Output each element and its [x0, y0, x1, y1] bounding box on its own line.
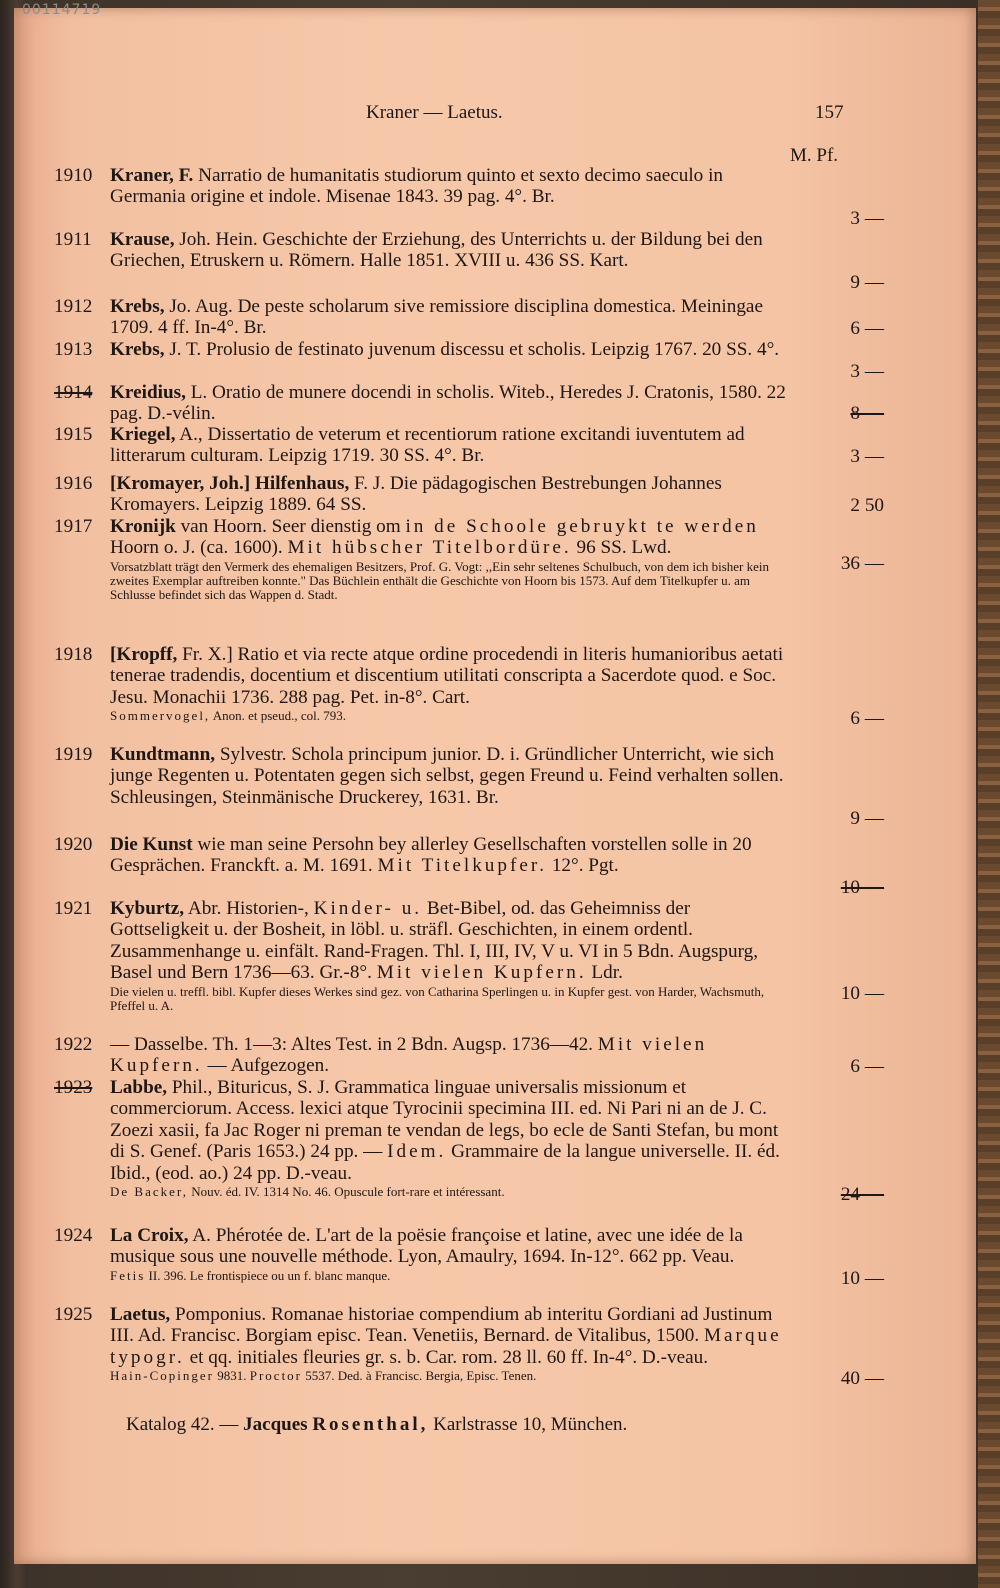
note-text: Anon. et pseud., col. 793.	[210, 708, 346, 724]
entry-description: A., Dissertatio de veterum et recentiorum ratione excitandi iuventutem ad litterarum culturam. Leipzig 1719. 30 SS. 4°. Br.	[110, 424, 745, 467]
entry-author: Kriegel,	[110, 424, 176, 445]
entry-author: [Kromayer, Joh.] Hilfenhaus,	[110, 473, 350, 494]
entry-description: Fr. X.] Ratio et via recte atque ordine procedendi in literis humanioribus aetati tenerae tradendis, docentium et discentium utilitati conscripta a Sacerdote quod. e Soc. Jesu. Monachii 1736. 288 pag. Pet. in-8°. Cart.	[110, 644, 784, 708]
entry-price: 9 —	[850, 808, 884, 829]
spaced-phrase: in de Schoole gebruykt te werden	[405, 516, 759, 537]
entry-number: 1921	[54, 898, 93, 919]
entry-text	[110, 834, 786, 877]
entry-description: Phil., Bituricus, S. J. Grammatica linguae universalis missionum et commerciorum. Access. lexici atque Tyrocinii specimina III. ed. Ni Pari ni an de J. C. Zoezi xasii, fa Jac Roger ni preman te vendan de legs, bo ecle de Santi Stefan, bu mont di S. Genef. (Paris 1653.) 24 pp. —	[110, 1077, 779, 1163]
spaced-phrase: Mit hübscher Titelbordüre.	[287, 537, 572, 559]
entry-text	[110, 424, 786, 467]
entry-number: 1914	[54, 382, 93, 403]
entry-description: Jo. Aug. De peste scholarum sive remissiore disciplina domestica. Meiningae 1709. 4 ff. In-4°. Br.	[110, 296, 763, 339]
currency-column-header: M. Pf.	[790, 145, 839, 166]
entry-number: 1915	[54, 424, 93, 445]
entry-text	[110, 644, 786, 723]
footer-address: Karlstrasse 10, München.	[428, 1414, 628, 1435]
entry-author: La Croix,	[110, 1225, 189, 1246]
entry-number: 1912	[54, 296, 93, 317]
entry-author: Krebs,	[110, 296, 165, 317]
entry-author: Kyburtz,	[110, 898, 185, 919]
entry-description: et qq. initiales fleuries gr. s. b. Car. rom. 28 ll. 60 ff. In-4°. D.-veau.	[184, 1346, 708, 1368]
entry-description: Joh. Hein. Geschichte der Erziehung, des Unterrichts u. der Bildung bei den Griechen, Etruskern u. Römern. Halle 1851. XVIII u. 436 SS. Kart.	[110, 229, 763, 272]
entry-note	[110, 1269, 786, 1283]
entry-number: 1916	[54, 473, 93, 494]
entry-description: Bet-Bibel, od. das Geheimniss der Gottseligkeit u. der Bosheit, in löbl. u. sträfl. Geschichten, in einem ordentl. Zusammenhange u. einfält. Rand-Fragen. Thl. I, III, IV, V u. VI in 5 Bdn. Augspurg, Basel und Bern 1736—63. Gr.-8°.	[110, 898, 759, 984]
entry-author: Krebs,	[110, 339, 165, 360]
entry-author: Kraner, F.	[110, 165, 194, 186]
spaced-phrase: Kinder- u.	[313, 898, 423, 919]
note-text: II. 396. Le frontispiece ou un f. blanc manque.	[145, 1267, 391, 1283]
entry-description: van Hoorn. Seer dienstig om	[175, 516, 406, 537]
entry-description: Narratio de humanitatis studiorum quinto et sexto decimo saeculo in Germania origine et indole. Misenae 1843. 39 pag. 4°. Br.	[110, 165, 723, 208]
entry-note	[110, 709, 786, 723]
entry-description: Pomponius. Romanae historiae compendium ab interitu Gordiani ad Justinum III. Ad. Francisc. Borgiam episc. Tean. Venetiis, Bernard. de Vitalibus, 1500.	[110, 1304, 773, 1347]
entry-text	[110, 1077, 786, 1199]
entry-number: 1924	[54, 1225, 93, 1246]
note-source: Proctor	[249, 1368, 303, 1384]
entry-author: [Kropff,	[110, 644, 178, 665]
entry-price: 6 —	[850, 318, 884, 339]
entry-text	[110, 1225, 786, 1283]
running-title: Kraner — Laetus.	[366, 102, 503, 123]
spaced-phrase: Mit vielen Kupfern.	[110, 1034, 708, 1077]
entry-number: 1918	[54, 644, 93, 665]
entry-text	[110, 744, 786, 808]
entry-description: — Aufgezogen.	[202, 1055, 330, 1077]
entry-price: 3 —	[850, 208, 884, 229]
entry-description: wie man seine Persohn bey allerley Gesellschaften vorstellen solle in 20 Gesprächen. Franckft. a. M. 1691.	[110, 834, 752, 877]
entry-price: 9 —	[850, 272, 884, 293]
entry-author: Kronijk	[110, 516, 176, 537]
note-text: Nouv. éd. IV. 1314 No. 46. Opuscule fort-rare et intéressant.	[187, 1184, 505, 1200]
page-edge	[978, 0, 1000, 1588]
entry-number: 1925	[54, 1304, 93, 1325]
entry-text	[110, 165, 786, 208]
entry-description: Sylvestr. Schola principum junior. D. i. Gründlicher Unterricht, wie sich junge Regenten u. Potentaten gegen sich selbst, gegen Freund u. Feind verhalten sollen. Schleusingen, Steinmänische Druckerey, 1631. Br.	[110, 744, 784, 808]
entry-author: Laetus,	[110, 1304, 171, 1325]
entry-number: 1911	[54, 229, 92, 250]
entry-price: 10 —	[840, 983, 884, 1004]
entry-description: F. J. Die pädagogischen Bestrebungen Johannes Kromayers. Leipzig 1889. 64 SS.	[110, 473, 722, 516]
footer-prefix: Katalog 42. —	[126, 1414, 244, 1435]
entry-price: 3 —	[850, 446, 884, 467]
note-source: Hain-Copinger	[110, 1368, 214, 1384]
scan-id-label: 00114719	[22, 2, 102, 18]
entry-description: Abr. Historien-,	[184, 898, 314, 919]
entry-description: — Dasselbe. Th. 1—3: Altes Test. in 2 Bdn. Augsp. 1736—42.	[110, 1034, 598, 1055]
entry-author: Labbe,	[110, 1077, 168, 1098]
spaced-phrase: Idem.	[387, 1141, 447, 1163]
entry-price: 6 —	[850, 708, 884, 729]
entry-text	[110, 339, 786, 360]
entry-number: 1923	[54, 1077, 93, 1098]
entry-description: Hoorn o. J. (ca. 1600).	[110, 537, 288, 559]
note-source: Fetis	[110, 1267, 146, 1283]
entry-price: 6 —	[850, 1056, 884, 1077]
entry-number: 1917	[54, 516, 93, 537]
entry-note: Die vielen u. treffl. bibl. Kupfer dieses Werkes sind gez. von Catharina Sperlingen u. in Kupfer gest. von Harder, Wachsmuth, Pfeffel u. A.	[110, 983, 765, 1013]
entry-description: 12°. Pgt.	[547, 855, 619, 877]
entry-text	[110, 473, 786, 516]
note-text: 9831.	[213, 1368, 250, 1384]
entry-number: 1922	[54, 1034, 93, 1055]
entry-description: 96 SS. Lwd.	[571, 537, 672, 559]
entry-price: 3 —	[850, 361, 884, 382]
entry-author: Kreidius,	[110, 382, 186, 403]
note-source: Sommervogel,	[110, 708, 211, 724]
spaced-phrase: Mit vielen Kupfern.	[376, 962, 587, 984]
entry-description: J. T. Prolusio de festinato juvenum discessu et scholis. Leipzig 1767. 20 SS. 4°.	[164, 339, 780, 360]
spaced-phrase: Mit Titelkupfer.	[377, 855, 548, 877]
entry-note: Vorsatzblatt trägt den Vermerk des ehemaligen Besitzers, Prof. G. Vogt: ,,Ein sehr seltenes Schulbuch, von dem ich bisher kein zweites Exemplar auftreiben konnte." Das Büchlein enthält die Geschichte von Hoorn bis 1573. Auf dem Titelkupfer u. am Schlusse befindet sich das Wappen d. Stadt.	[110, 558, 770, 602]
entry-text	[110, 898, 786, 1013]
entry-price: 36 —	[840, 553, 884, 574]
entry-text	[110, 296, 786, 339]
note-source: De Backer,	[110, 1184, 188, 1200]
entry-description: A. Phérotée de. L'art de la poësie françoise et latine, avec une idée de la musique sous une nouvelle méthode. Lyon, Amaulry, 1694. In-12°. 662 pp. Veau.	[110, 1225, 743, 1268]
entry-note	[110, 1185, 786, 1199]
entry-text	[110, 516, 786, 602]
entry-price: 8 —	[850, 403, 884, 424]
entry-number: 1920	[54, 834, 93, 855]
entry-text	[110, 1304, 786, 1383]
catalog-footer	[126, 1414, 826, 1436]
note-text: 5537. Ded. à Francisc. Bergia, Episc. Tenen.	[302, 1368, 537, 1384]
entry-price: 24 —	[840, 1184, 884, 1205]
footer-dealer-name: Jacques	[243, 1414, 308, 1435]
entry-number: 1910	[54, 165, 93, 186]
entry-author: Die Kunst	[110, 834, 193, 855]
entry-author: Krause,	[110, 229, 175, 250]
footer-dealer-surname: Rosenthal,	[312, 1414, 429, 1435]
running-header	[14, 102, 976, 128]
entry-text	[110, 1034, 786, 1077]
entry-price: 10 —	[840, 1268, 884, 1289]
entry-price: 10 —	[840, 877, 884, 898]
entry-description: L. Oratio de munere docendi in scholis. Witeb., Heredes J. Cratonis, 1580. 22 pag. D.-vélin.	[110, 382, 786, 425]
spaced-phrase: Marque typogr.	[110, 1325, 782, 1368]
catalog-page	[14, 2, 976, 1564]
entry-description: Grammaire de la langue universelle. II. éd. Ibid., (eod. ao.) 24 pp. D.-veau.	[110, 1141, 780, 1184]
entry-number: 1919	[54, 744, 93, 765]
entry-note	[110, 1369, 786, 1383]
entry-text	[110, 229, 786, 272]
entry-price: 2 50	[850, 495, 884, 516]
entry-text	[110, 382, 786, 425]
entry-price: 40 —	[840, 1368, 884, 1389]
page-number: 157	[815, 102, 844, 123]
entry-author: Kundtmann,	[110, 744, 216, 765]
entry-number: 1913	[54, 339, 93, 360]
entry-description: Ldr.	[586, 962, 623, 984]
